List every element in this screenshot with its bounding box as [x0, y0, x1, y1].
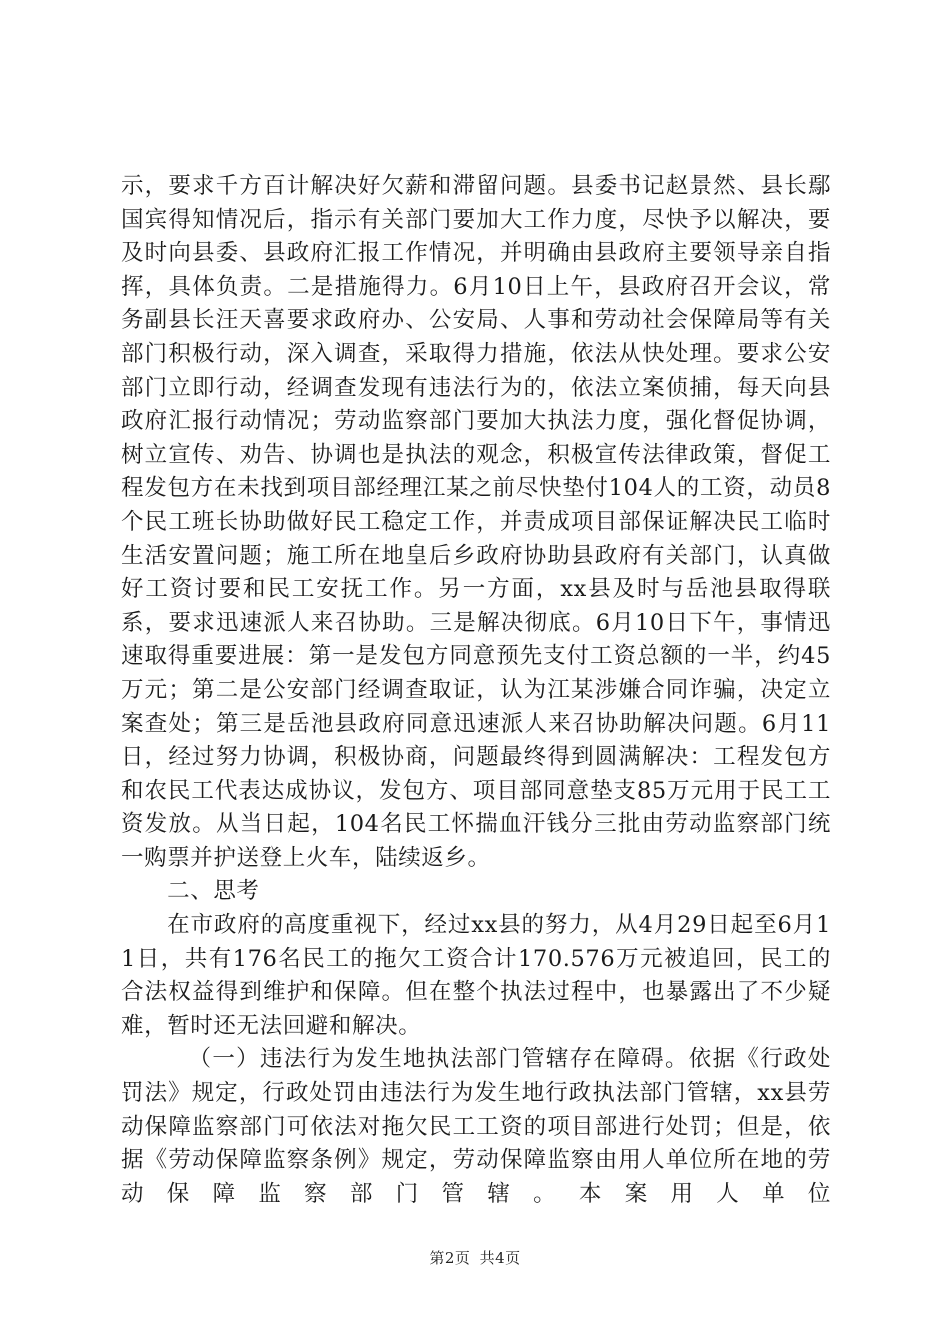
page-number-current: 第2页 — [429, 1249, 471, 1267]
page-footer — [0, 1247, 950, 1268]
paragraph-measures: 示，要求千方百计解决好欠薪和滞留问题。县委书记赵景然、县长鄢国宾得知情况后，指示有关部门要加大工作力度，尽快予以解决，要及时向县委、县政府汇报工作情况，并明确由县政府主要领导亲自指挥，具体负责。二是措施得力。6月10日上午，县政府召开会议，常务副县长汪天喜要求政府办、公安局、人事和劳动社会保障局等有关部门积极行动，深入调查，采取得力措施，依法从快处理。要求公安部门立即行动，经调查发现有违法行为的，依法立案侦捕，每天向县政府汇报行动情况；劳动监察部门要加大执法力度，强化督促协调，树立宣传、劝告、协调也是执法的观念，积极宣传法律政策，督促工程发包方在未找到项目部经理江某之前尽快垫付104人的工资，动员8个民工班长协助做好民工稳定工作，并责成项目部保证解决民工临时生活安置问题；施工所在地皇后乡政府协助县政府有关部门，认真做好工资讨要和民工安抚工作。另一方面，xx县及时与岳池县取得联系，要求迅速派人来召协助。三是解决彻底。6月10日下午，事情迅速取得重要进展：第一是发包方同意预先支付工资总额的一半，约45万元；第二是公安部门经调查取证，认为江某涉嫌合同诈骗，决定立案查处；第三是岳池县政府同意迅速派人来召协助解决问题。6月11日，经过努力协调，积极协商，问题最终得到圆满解决：工程发包方和农民工代表达成协议，发包方、项目部同意垫支85万元用于民工工资发放。从当日起，104名民工怀揣血汗钱分三批由劳动监察部门统一购票并护送登上火车，陆续返乡。 — [121, 173, 831, 871]
document-body — [121, 170, 831, 1211]
section-heading-thinking: 二、思考 — [167, 878, 260, 905]
paragraph-jurisdiction: （一）违法行为发生地执法部门管辖存在障碍。依据《行政处罚法》规定，行政处罚由违法行为发生地行政执法部门管辖，xx县劳动保障监察部门可依法对拖欠民工工资的项目部进行处罚；但是，依据《劳动保障监察条例》规定，劳动保障监察由用人单位所在地的劳动保障监察部门管辖。本案用人单位 — [121, 1046, 831, 1207]
paragraph-summary: 在市政府的高度重视下，经过xx县的努力，从4月29日起至6月11日，共有176名民工的拖欠工资合计170.576万元被追回，民工的合法权益得到维护和保障。但在整个执法过程中，也暴露出了不少疑难，暂时还无法回避和解决。 — [121, 912, 831, 1039]
page-number-total: 共4页 — [479, 1249, 521, 1267]
